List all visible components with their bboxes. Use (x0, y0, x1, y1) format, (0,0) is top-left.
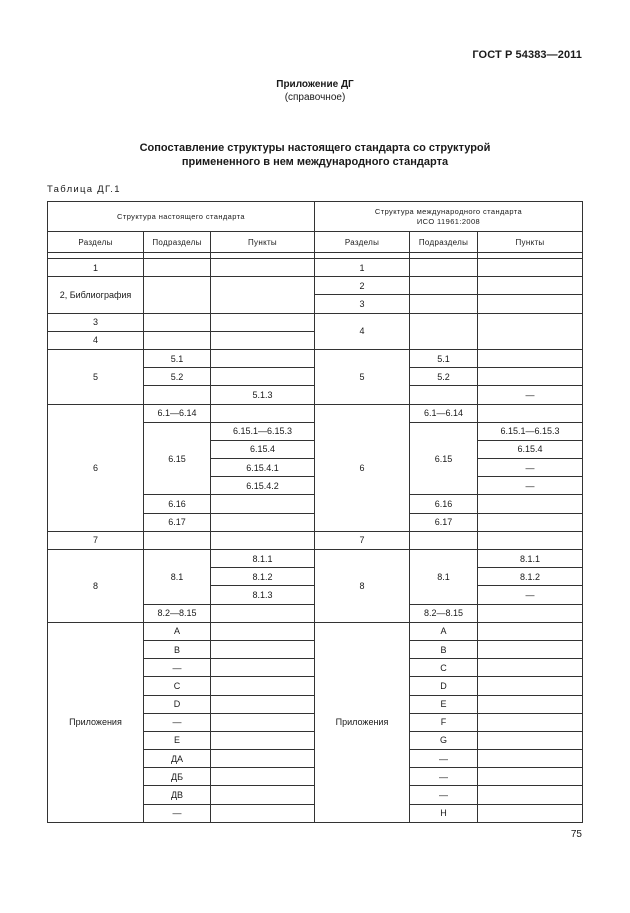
cell: 8.1.1 (211, 550, 315, 568)
cell: D (144, 695, 211, 713)
cell: 8.1.1 (478, 550, 583, 568)
cell: — (144, 804, 211, 822)
cell: 8.1 (144, 550, 211, 605)
cell: 7 (315, 531, 410, 549)
col-header-sections: Разделы (315, 232, 410, 253)
right-group-header (315, 202, 583, 232)
cell: 5.1.3 (211, 386, 315, 404)
right-group-header-line-2: ИСО 11961:2008 (416, 216, 481, 226)
cell: С (410, 659, 478, 677)
appendix-title: Приложение ДГ (276, 79, 354, 90)
cell: — (144, 659, 211, 677)
cell: А (410, 622, 478, 640)
cell: 8.1.3 (211, 586, 315, 604)
table-heading (0, 141, 630, 169)
cell: 6.1—6.14 (410, 404, 478, 422)
comparison-table (47, 201, 583, 823)
cell: 6.16 (410, 495, 478, 513)
table-row (48, 349, 583, 367)
cell: — (410, 750, 478, 768)
cell: 5.2 (410, 368, 478, 386)
table-row (48, 622, 583, 640)
cell: 6.15.4 (211, 440, 315, 458)
cell: 8.1.2 (211, 568, 315, 586)
col-header-sections: Разделы (48, 232, 144, 253)
table-row (48, 531, 583, 549)
cell: Е (410, 695, 478, 713)
cell: D (410, 677, 478, 695)
cell: Е (144, 731, 211, 749)
cell: 5 (48, 349, 144, 404)
col-header-subsections: Подразделы (144, 232, 211, 253)
cell: — (478, 386, 583, 404)
appendix-note: (справочное) (284, 92, 346, 103)
cell: 6.1—6.14 (144, 404, 211, 422)
page-number: 75 (570, 829, 582, 840)
cell: В (144, 640, 211, 658)
cell: 6 (315, 404, 410, 531)
cell: 6.15.4.2 (211, 477, 315, 495)
heading-line-1: Сопоставление структуры настоящего стандарта со структурой (139, 142, 491, 154)
cell: 8.2—8.15 (410, 604, 478, 622)
cell: 6.15.4 (478, 440, 583, 458)
cell: 6.15 (410, 422, 478, 495)
cell: 5 (315, 349, 410, 404)
cell: 8 (48, 550, 144, 623)
document-standard-number: ГОСТ Р 54383—2011 (472, 49, 582, 61)
cell: Приложения (48, 622, 144, 822)
cell: А (144, 622, 211, 640)
table-row (48, 313, 583, 331)
cell: ДА (144, 750, 211, 768)
cell: 8.2—8.15 (144, 604, 211, 622)
cell: — (478, 477, 583, 495)
cell: 6.17 (144, 513, 211, 531)
cell: 8 (315, 550, 410, 623)
cell: В (410, 640, 478, 658)
col-header-subsections: Подразделы (410, 232, 478, 253)
cell: ДБ (144, 768, 211, 786)
cell: 3 (48, 313, 144, 331)
table-row (48, 550, 583, 568)
cell: — (410, 768, 478, 786)
cell: 1 (315, 259, 410, 277)
cell: 5.1 (410, 349, 478, 367)
left-group-header: Структура настоящего стандарта (48, 202, 315, 232)
cell: — (478, 586, 583, 604)
cell: 1 (48, 259, 144, 277)
cell: Н (410, 804, 478, 822)
cell: 6.17 (410, 513, 478, 531)
table-group-header-row (48, 202, 583, 232)
col-header-items: Пункты (478, 232, 583, 253)
table-label: Таблица ДГ.1 (47, 184, 121, 195)
cell: 6.15.1—6.15.3 (478, 422, 583, 440)
cell: 8.1 (410, 550, 478, 605)
table-column-header-row (48, 232, 583, 253)
cell: 5.2 (144, 368, 211, 386)
table-row (48, 259, 583, 277)
cell: — (144, 713, 211, 731)
table-row (48, 404, 583, 422)
cell: 6.15 (144, 422, 211, 495)
cell: G (410, 731, 478, 749)
cell: 8.1.2 (478, 568, 583, 586)
cell: ДВ (144, 786, 211, 804)
appendix-heading (0, 78, 630, 104)
cell: F (410, 713, 478, 731)
right-group-header-line-1: Структура международного стандарта (374, 206, 523, 216)
cell: 6.15.1—6.15.3 (211, 422, 315, 440)
cell: 4 (48, 331, 144, 349)
cell: 6 (48, 404, 144, 531)
cell: 3 (315, 295, 410, 313)
cell: 2 (315, 277, 410, 295)
heading-line-2: примененного в нем международного стандарта (181, 156, 449, 168)
cell: Приложения (315, 622, 410, 822)
cell: 4 (315, 313, 410, 349)
cell: 2, Библиография (48, 277, 144, 313)
cell: 7 (48, 531, 144, 549)
col-header-items: Пункты (211, 232, 315, 253)
cell: 5.1 (144, 349, 211, 367)
table-row (48, 277, 583, 295)
cell: — (478, 459, 583, 477)
cell: — (410, 786, 478, 804)
cell: 6.16 (144, 495, 211, 513)
cell: 6.15.4.1 (211, 459, 315, 477)
cell: С (144, 677, 211, 695)
